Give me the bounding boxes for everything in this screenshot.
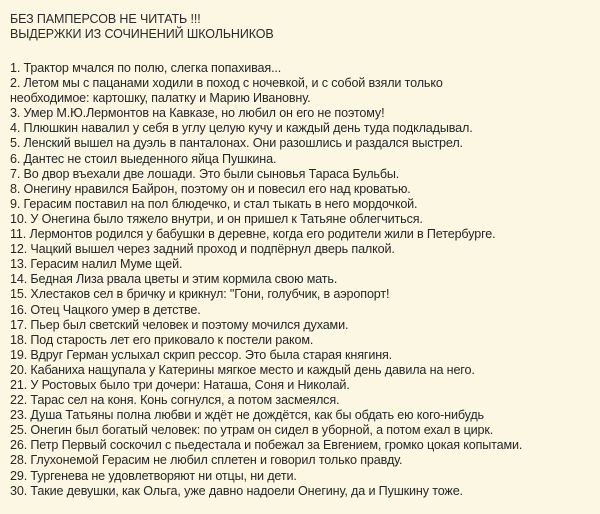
list-item: 17. Пьер был светский человек и поэтому мочился духами. (10, 317, 349, 332)
list-item: 18. Под старость лет его приковало к постели раком. (10, 332, 314, 347)
list-item: 2. Летом мы с пацанами ходили в поход с ночевкой, и с собой взяли только (10, 76, 443, 91)
list-item: 12. Чацкий вышел через задний проход и подпёрнул дверь палкой. (10, 242, 395, 257)
list-item: 13. Герасим налил Муме щей. (10, 257, 183, 272)
list-item: 10. У Онегина было тяжело внутри, и он пришел к Татьяне облегчиться. (10, 211, 423, 226)
list-item: 23. Душа Татьяны полна любви и ждёт не дождётся, как бы обдать ею кого-нибудь (10, 408, 484, 423)
list-item: 22. Тарас сел на коня. Конь согнулся, а потом засмеялся. (10, 393, 340, 408)
list-item: 20. Кабаниха нащупала у Катерины мягкое место и каждый день давила на него. (10, 362, 475, 377)
list-item: 6. Дантес не стоил выеденного яйца Пушкина. (10, 151, 277, 166)
list-item: необходимое: картошку, палатку и Марию Ивановну. (10, 91, 311, 106)
list-item: 5. Ленский вышел на дуэль в панталонах. Они разошлись и раздался выстрел. (10, 136, 463, 151)
list-item: 4. Плюшкин навалил у себя в углу целую кучу и каждый день туда подкладывал. (10, 121, 473, 136)
page-subtitle: ВЫДЕРЖКИ ИЗ СОЧИНЕНИЙ ШКОЛЬНИКОВ (10, 27, 274, 41)
list-item: 15. Хлестаков сел в бричку и крикнул: "Гони, голубчик, в аэропорт! (10, 287, 390, 302)
quote-list (10, 61, 590, 499)
list-item: 8. Онегину нравился Байрон, поэтому он и повесил его над кроватью. (10, 181, 411, 196)
page-title: БЕЗ ПАМПЕРСОВ НЕ ЧИТАТЬ !!! (10, 12, 201, 26)
list-item: 21. У Ростовых было три дочери: Наташа, Соня и Николай. (10, 377, 350, 392)
list-item: 16. Отец Чацкого умер в детстве. (10, 302, 201, 317)
list-item: 9. Герасим поставил на пол блюдечко, и стал тыкать в него мордочкой. (10, 196, 418, 211)
list-item: 11. Лермонтов родился у бабушки в деревне, когда его родители жили в Петербурге. (10, 227, 496, 242)
list-item: 28. Глухонемой Герасим не любил сплетен и говорил только правду. (10, 453, 403, 468)
list-item: 7. Во двор въехали две лошади. Это были сыновья Тараса Бульбы. (10, 166, 400, 181)
list-item: 14. Бедная Лиза рвала цветы и этим кормила свою мать. (10, 272, 338, 287)
list-item: 25. Онегин был богатый человек: по утрам он сидел в уборной, а потом ехал в цирк. (10, 423, 494, 438)
list-item: 1. Трактор мчался по полю, слегка попахивая... (10, 61, 282, 75)
list-item: 19. Вдруг Герман услыхал скрип рессор. Это была старая княгиня. (10, 347, 393, 362)
list-item: 29. Тургенева не удовлетворяют ни отцы, ни дети. (10, 468, 297, 483)
list-item: 30. Такие девушки, как Ольга, уже давно надоели Онегину, да и Пушкину тоже. (10, 483, 463, 498)
list-item: 26. Петр Первый соскочил с пьедестала и побежал за Евгением, громко цокая копытами. (10, 438, 523, 453)
list-item: 3. Умер М.Ю.Лермонтов на Кавказе, но любил он его не поэтому! (10, 106, 385, 121)
